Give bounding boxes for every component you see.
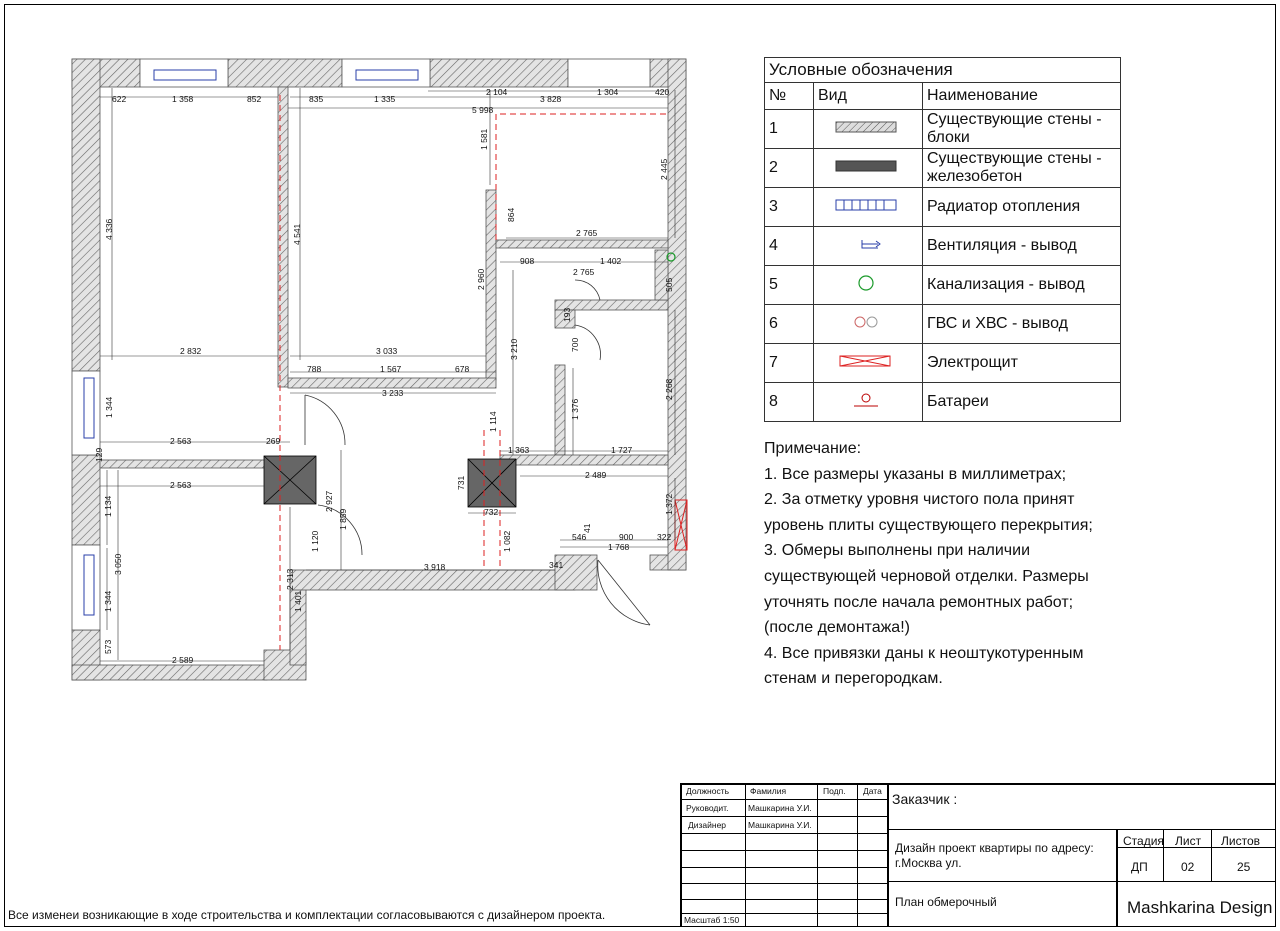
stamp-stage-label: Стадия (1123, 834, 1164, 848)
stamp-h-surname: Фамилия (750, 786, 787, 796)
legend-row (765, 227, 1121, 266)
notes (764, 436, 1164, 692)
legend-no: 4 (765, 227, 814, 266)
dim-1859: 1 859 (338, 508, 348, 530)
legend-name: Существующие стены - железобетон (923, 149, 1121, 188)
dim-1344a: 1 344 (104, 396, 114, 418)
dim-1768: 1 768 (608, 542, 630, 552)
legend-col-no: № (765, 83, 814, 110)
radiator-legend-icon (814, 188, 923, 227)
stamp-h-sign: Подп. (823, 786, 846, 796)
dim-1727: 1 727 (611, 445, 633, 455)
stamp-sheet: 02 (1181, 860, 1195, 874)
dim-835: 835 (309, 94, 324, 104)
legend-row (765, 383, 1121, 422)
dim-1082: 1 082 (502, 530, 512, 552)
legend-name: ГВС и ХВС - вывод (923, 305, 1121, 344)
stamp-row2-name: Машкарина У.И. (748, 820, 812, 830)
dim-269: 269 (266, 436, 281, 446)
legend-no: 8 (765, 383, 814, 422)
dim-788: 788 (307, 364, 322, 374)
dim-1114: 1 114 (488, 411, 498, 432)
dim-732: 732 (484, 507, 499, 517)
concrete-columns (264, 456, 516, 507)
legend-row (765, 305, 1121, 344)
dim-2563a: 2 563 (170, 436, 192, 446)
stamp-row1-name: Машкарина У.И. (748, 803, 812, 813)
legend-no: 5 (765, 266, 814, 305)
dim-546: 546 (572, 532, 587, 542)
legend-row (765, 266, 1121, 305)
legend-table (764, 57, 1121, 422)
note-line: уточнять после начала ремонтных работ; (764, 593, 1074, 611)
legend-name: Радиатор отопления (923, 188, 1121, 227)
stamp-sheet-label: Лист (1175, 834, 1202, 848)
note-line: 3. Обмеры выполнены при наличии (764, 542, 1031, 560)
footer-note: Все изменеи возникающие в ходе строительства и комплектации согласовываются с дизайнером проекта. (8, 908, 606, 922)
dim-2313: 2 313 (285, 568, 295, 590)
dim-1401: 1 401 (293, 590, 303, 612)
dim-3233: 3 233 (382, 388, 404, 398)
dim-1567: 1 567 (380, 364, 402, 374)
note-line: 4. Все привязки даны к неоштукотуренным (764, 644, 1084, 662)
dim-864: 864 (506, 207, 516, 222)
legend-row (765, 344, 1121, 383)
electric-panel-legend-icon (814, 344, 923, 383)
water-icon (814, 305, 923, 344)
demolition-lines (280, 95, 668, 650)
ventilation-icon (814, 227, 923, 266)
dim-1581: 1 581 (479, 128, 489, 150)
title-block (680, 783, 1276, 927)
interior-walls (100, 87, 668, 468)
dim-1363: 1 363 (508, 445, 530, 455)
dim-2563b: 2 563 (170, 480, 192, 490)
note-line: уровень плиты существующего перекрытия; (764, 516, 1093, 534)
dim-1304: 1 304 (597, 87, 619, 97)
dim-2927: 2 927 (324, 490, 334, 512)
outer-walls (72, 59, 686, 680)
legend-row (765, 110, 1121, 149)
battery-icon (814, 383, 923, 422)
dim-908: 908 (520, 256, 535, 266)
legend-col-name: Наименование (923, 83, 1121, 110)
dim-3918: 3 918 (424, 562, 446, 572)
dim-1120: 1 120 (310, 530, 320, 552)
dim-2765b: 2 765 (573, 267, 595, 277)
stamp-sheets: 25 (1237, 860, 1251, 874)
dim-3210: 3 210 (509, 338, 519, 360)
notes-title: Примечание: (764, 440, 862, 457)
stamp-customer: Заказчик : (892, 791, 958, 807)
dim-2832: 2 832 (180, 346, 202, 356)
dim-1335: 1 335 (374, 94, 396, 104)
dim-2104: 2 104 (486, 87, 508, 97)
dim-1344b: 1 344 (103, 590, 113, 612)
stamp-address-2: г.Москва ул. (895, 856, 962, 870)
legend-no: 3 (765, 188, 814, 227)
dim-1376: 1 376 (570, 398, 580, 420)
dim-2489: 2 489 (585, 470, 607, 480)
note-line: 2. За отметку уровня чистого пола принят (764, 491, 1075, 509)
dim-420: 420 (655, 87, 670, 97)
dim-900: 900 (619, 532, 634, 542)
stamp-h-position: Должность (686, 786, 730, 796)
note-line: 1. Все размеры указаны в миллиметрах; (764, 465, 1067, 483)
legend-name: Электрощит (923, 344, 1121, 383)
stamp-row1-position: Руководит. (686, 803, 729, 813)
dim-4336: 4 336 (104, 218, 114, 240)
legend-name: Вентиляция - вывод (923, 227, 1121, 266)
dim-5998: 5 998 (472, 105, 494, 115)
dim-1134: 1 134 (103, 495, 113, 517)
stamp-sheets-label: Листов (1221, 834, 1260, 848)
stamp-company: Mashkarina Design (1127, 898, 1273, 917)
radiator-icon (84, 70, 418, 615)
dim-2445: 2 445 (659, 158, 669, 180)
stamp-address-1: Дизайн проект квартиры по адресу: (895, 841, 1094, 855)
dim-731: 731 (456, 475, 466, 490)
dim-2765a: 2 765 (576, 228, 598, 238)
legend-col-view: Вид (814, 83, 923, 110)
dim-622: 622 (112, 94, 127, 104)
note-line: (после демонтажа!) (764, 619, 910, 637)
legend-row (765, 188, 1121, 227)
stamp-row2-position: Дизайнер (688, 820, 727, 830)
legend-no: 6 (765, 305, 814, 344)
dim-852: 852 (247, 94, 262, 104)
dim-678: 678 (455, 364, 470, 374)
dim-3050: 3 050 (113, 553, 123, 575)
note-line: существующей черновой отделки. Размеры (764, 567, 1089, 585)
dim-505: 505 (664, 277, 674, 292)
legend-row (765, 149, 1121, 188)
dim-1358: 1 358 (172, 94, 194, 104)
legend-name: Батареи (923, 383, 1121, 422)
dim-341: 341 (549, 560, 564, 570)
concrete-wall-icon (814, 149, 923, 188)
dim-41: 41 (582, 523, 592, 533)
dim-3033: 3 033 (376, 346, 398, 356)
stamp-scale: Масштаб 1:50 (684, 915, 740, 925)
legend-name: Существующие стены - блоки (923, 110, 1121, 149)
stamp-stage: ДП (1131, 860, 1148, 874)
legend-no: 7 (765, 344, 814, 383)
dim-193: 193 (562, 307, 572, 322)
dim-3828: 3 828 (540, 94, 562, 104)
dim-573: 573 (103, 639, 113, 654)
legend-title: Условные обозначения (765, 58, 1121, 83)
legend-no: 1 (765, 110, 814, 149)
stamp-h-date: Дата (863, 786, 882, 796)
dim-4541: 4 541 (292, 223, 302, 245)
dim-1402: 1 402 (600, 256, 622, 266)
dim-700: 700 (570, 337, 580, 352)
legend-no: 2 (765, 149, 814, 188)
dim-2960: 2 960 (476, 268, 486, 290)
dim-2268: 2 268 (664, 378, 674, 400)
dim-322: 322 (657, 532, 672, 542)
note-line: стенам и перегородкам. (764, 670, 943, 688)
legend-name: Канализация - вывод (923, 266, 1121, 305)
dim-1372: 1 372 (664, 493, 674, 515)
dim-129: 129 (94, 447, 104, 462)
hatched-wall-icon (814, 110, 923, 149)
stamp-drawing-title: План обмерочный (895, 895, 997, 909)
sewer-legend-icon (814, 266, 923, 305)
dim-2589: 2 589 (172, 655, 194, 665)
